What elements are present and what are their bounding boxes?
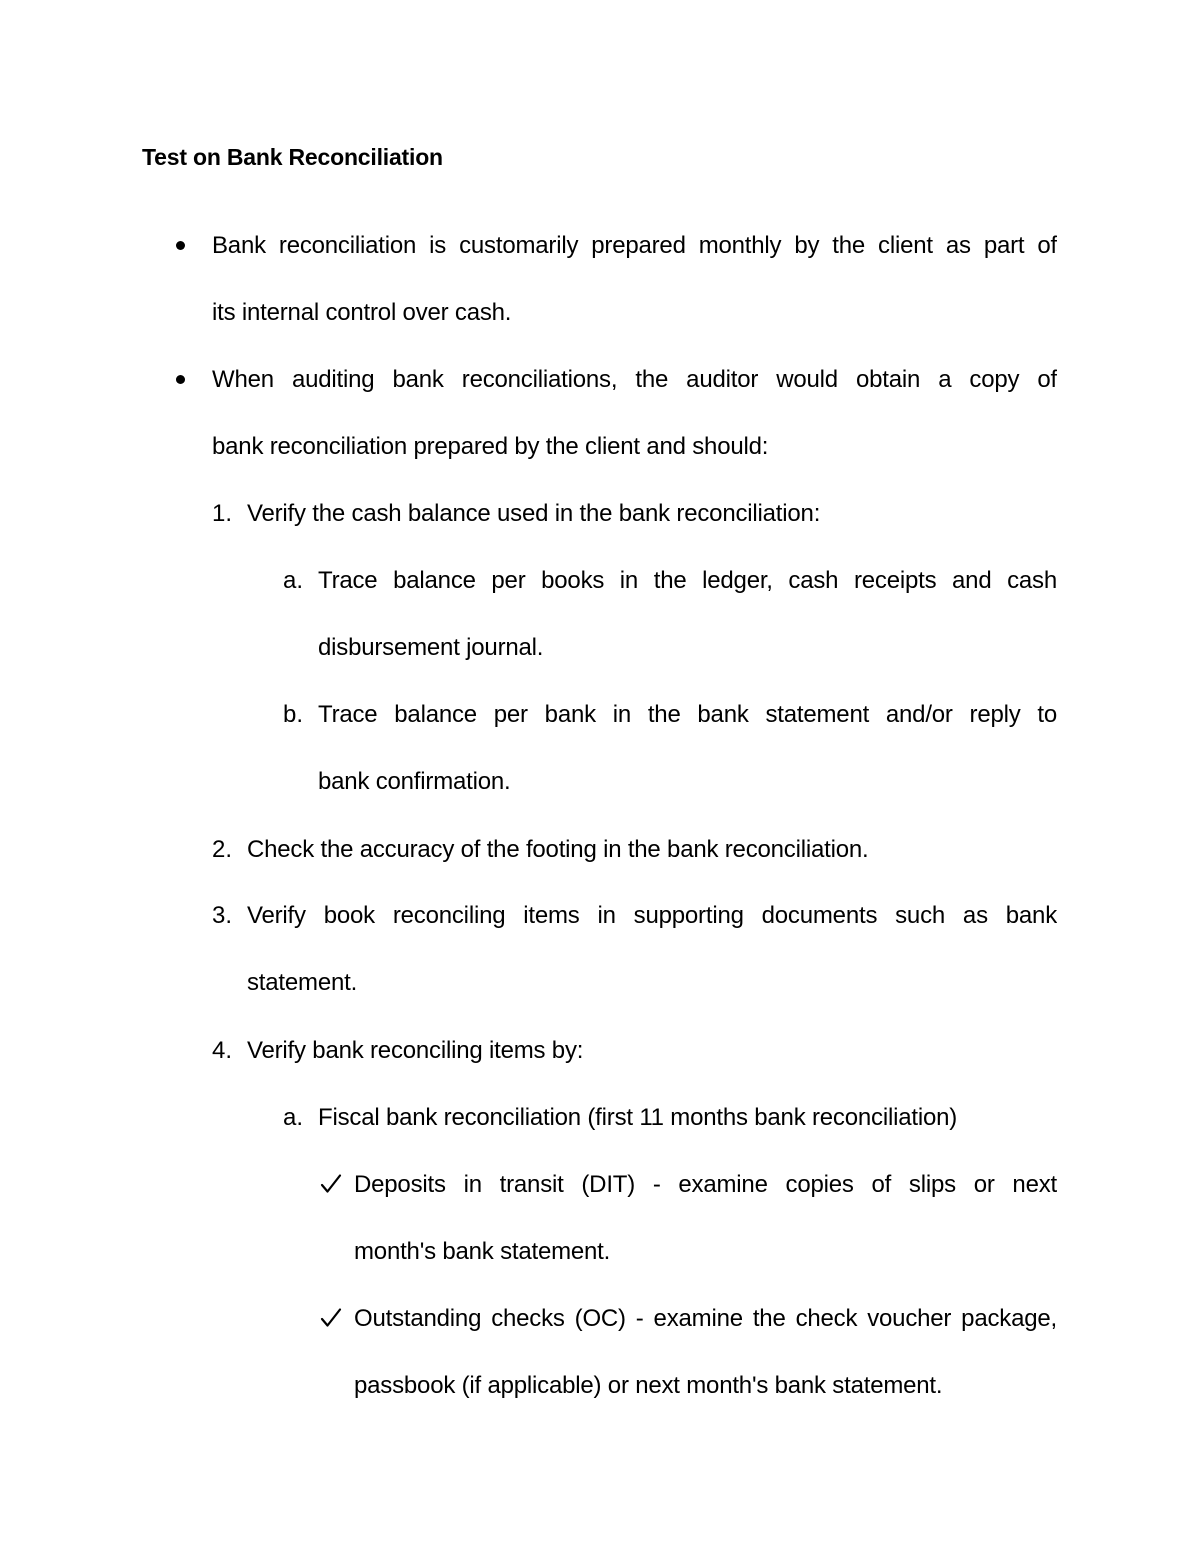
item-number: 3.	[212, 902, 233, 929]
item-number: 1.	[212, 500, 233, 527]
item-letter: a.	[283, 1104, 304, 1131]
checkmark-icon	[319, 1306, 343, 1330]
item-text: Check the accuracy of the footing in the bank reconciliation.	[247, 836, 869, 863]
bullet-text-line: Bank reconciliation is customarily prepared monthly by the client as part of	[212, 232, 1057, 259]
bullet-text-line: bank reconciliation prepared by the client and should:	[212, 433, 769, 460]
item-text-line: bank confirmation.	[318, 768, 511, 795]
document-title: Test on Bank Reconciliation	[142, 144, 443, 170]
item-text: Verify the cash balance used in the bank reconciliation:	[247, 500, 821, 527]
item-number: 4.	[212, 1037, 233, 1064]
bullet-text-line: When auditing bank reconciliations, the auditor would obtain a copy of	[212, 366, 1057, 393]
item-text: Verify bank reconciling items by:	[247, 1037, 584, 1064]
item-text-line: statement.	[247, 969, 358, 996]
item-text-line: month's bank statement.	[354, 1238, 611, 1265]
checkmark-icon	[319, 1172, 343, 1196]
item-text-line: Outstanding checks (OC) - examine the check voucher package,	[354, 1305, 1057, 1332]
item-text: Fiscal bank reconciliation (first 11 months bank reconciliation)	[318, 1104, 958, 1131]
bullet-text-line: its internal control over cash.	[212, 299, 512, 326]
item-text-line: disbursement journal.	[318, 634, 544, 661]
item-text-line: Verify book reconciling items in supporting documents such as bank	[247, 902, 1057, 929]
item-text-line: Trace balance per bank in the bank statement and/or reply to	[318, 701, 1057, 728]
item-number: 2.	[212, 836, 233, 863]
item-letter: a.	[283, 567, 304, 594]
item-text-line: Trace balance per books in the ledger, cash receipts and cash	[318, 567, 1057, 594]
item-letter: b.	[283, 701, 304, 728]
item-text-line: passbook (if applicable) or next month's bank statement.	[354, 1372, 943, 1399]
bullet-icon	[176, 241, 185, 250]
bullet-icon	[176, 375, 185, 384]
item-text-line: Deposits in transit (DIT) - examine copies of slips or next	[354, 1171, 1057, 1198]
